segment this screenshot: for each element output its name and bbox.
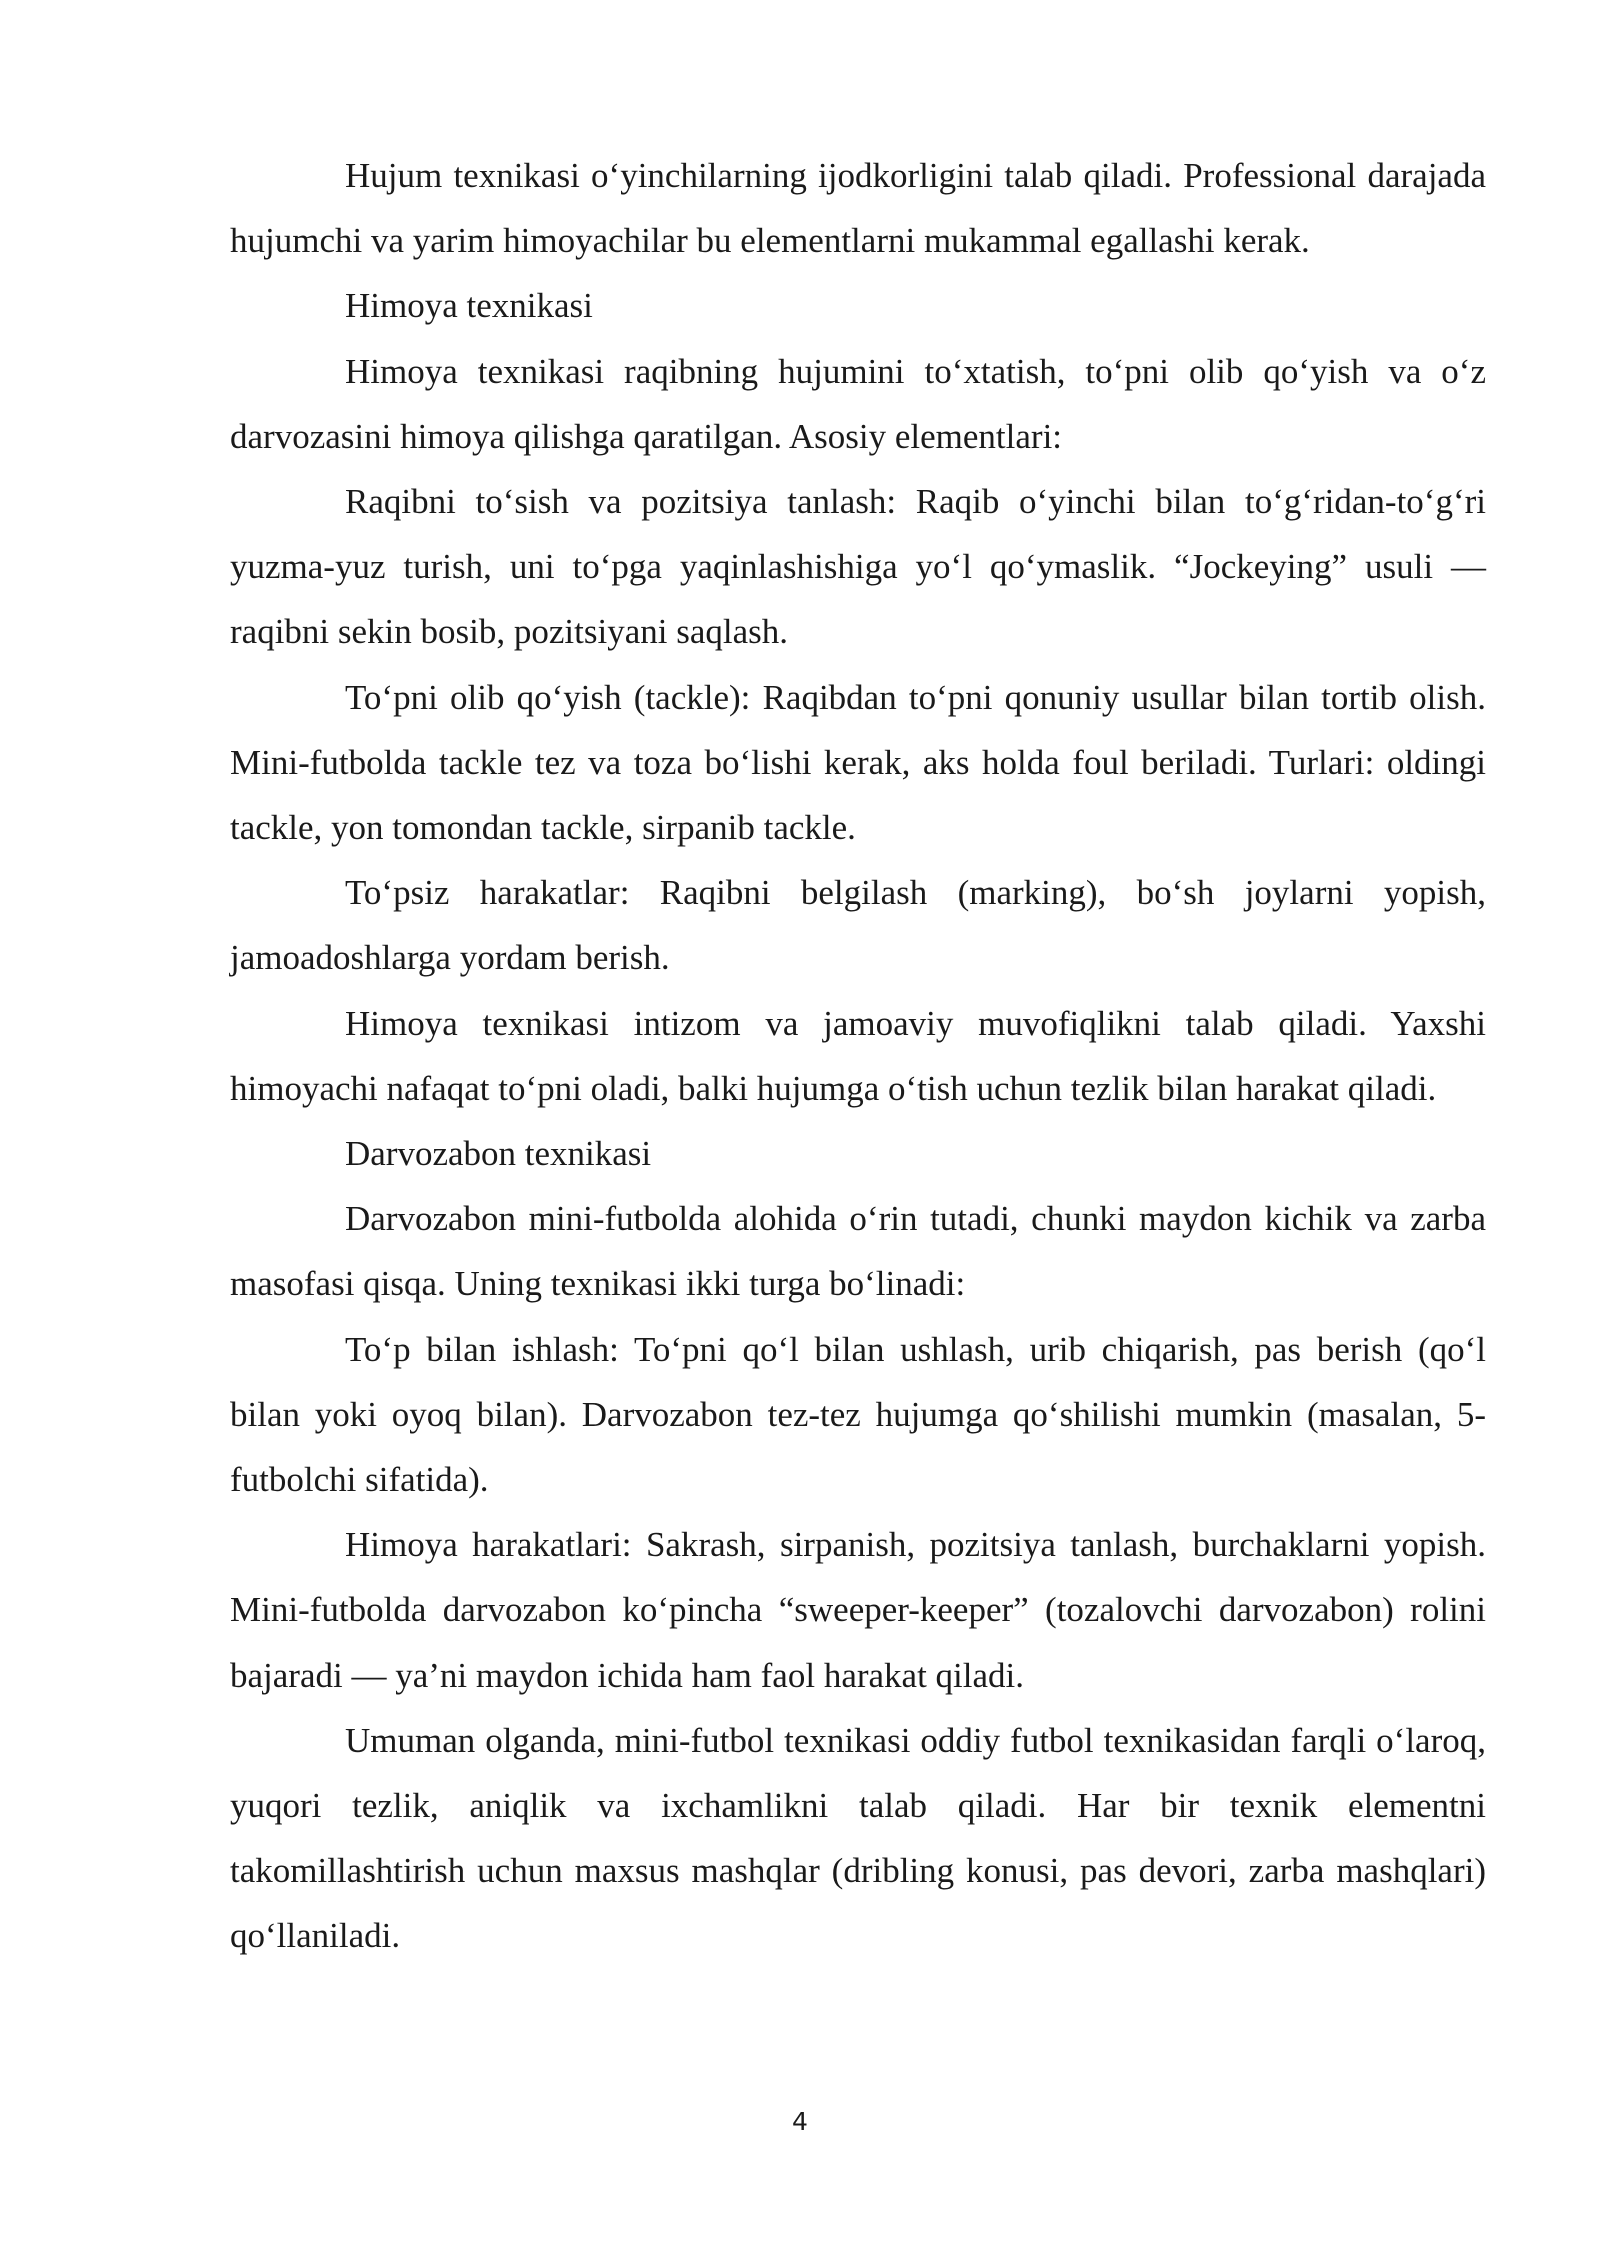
paragraph-goalkeeper-intro: Darvozabon mini-futbolda alohida o‘rin tutadi, chunki maydon kichik va zarba masofasi qisqa. Uning texnikasi ikki turga bo‘linadi: (230, 1199, 1486, 1304)
page-body (230, 143, 1486, 1969)
paragraph-defense-intro: Himoya texnikasi raqibning hujumini to‘xtatish, to‘pni olib qo‘yish va o‘z darvozasini himoya qilishga qaratilgan. Asosiy elementlari: (230, 351, 1486, 456)
page-number: 4 (792, 2107, 808, 2136)
paragraph-blocking-positioning: Raqibni to‘sish va pozitsiya tanlash: Raqib o‘yinchi bilan to‘g‘ridan-to‘g‘ri yuzma-yuz turish, uni to‘pga yaqinlashishiga yo‘l qo‘ymaslik. “Jockeying” usuli — raqibni sekin bosib, pozitsiyani saqlash. (230, 482, 1486, 652)
paragraph-ball-handling: To‘p bilan ishlash: To‘pni qo‘l bilan ushlash, urib chiqarish, pas berish (qo‘l bilan yoki oyoq bilan). Darvozabon tez-tez hujumga qo‘shilishi mumkin (masalan, 5-futbolchi sifatida). (230, 1329, 1486, 1500)
section-heading-defense-technique: Himoya texnikasi (345, 286, 593, 326)
paragraph-off-ball-movement: To‘psiz harakatlar: Raqibni belgilash (marking), bo‘sh joylarni yopish, jamoadoshlarga yordam berish. (230, 873, 1486, 978)
paragraph-defensive-actions: Himoya harakatlari: Sakrash, sirpanish, pozitsiya tanlash, burchaklarni yopish. Mini-futbolda darvozabon ko‘pincha “sweeper-keeper” (tozalovchi darvozabon) rolini bajaradi — ya’ni maydon ichida ham faol harakat qiladi. (230, 1525, 1486, 1695)
paragraph-attack-summary: Hujum texnikasi o‘yinchilarning ijodkorligini talab qiladi. Professional darajada hujumchi va yarim himoyachilar bu elementlarni mukammal egallashi kerak. (230, 156, 1486, 261)
section-heading-goalkeeper-technique: Darvozabon texnikasi (345, 1134, 652, 1174)
paragraph-tackle: To‘pni olib qo‘yish (tackle): Raqibdan to‘pni qonuniy usullar bilan tortib olish. Mini-futbolda tackle tez va toza bo‘lishi kerak, aks holda foul beriladi. Turlari: oldingi tackle, yon tomondan tackle, sirpanib tackle. (230, 677, 1486, 848)
paragraph-conclusion: Umuman olganda, mini-futbol texnikasi oddiy futbol texnikasidan farqli o‘laroq, yuqori tezlik, aniqlik va ixchamlikni talab qiladi. Har bir texnik elementni takomillashtirish uchun maxsus mashqlar (dribling konusi, pas devori, zarba mashqlari) qo‘llaniladi. (230, 1720, 1486, 1956)
paragraph-defense-summary: Himoya texnikasi intizom va jamoaviy muvofiqlikni talab qiladi. Yaxshi himoyachi nafaqat to‘pni oladi, balki hujumga o‘tish uchun tezlik bilan harakat qiladi. (230, 1003, 1486, 1108)
